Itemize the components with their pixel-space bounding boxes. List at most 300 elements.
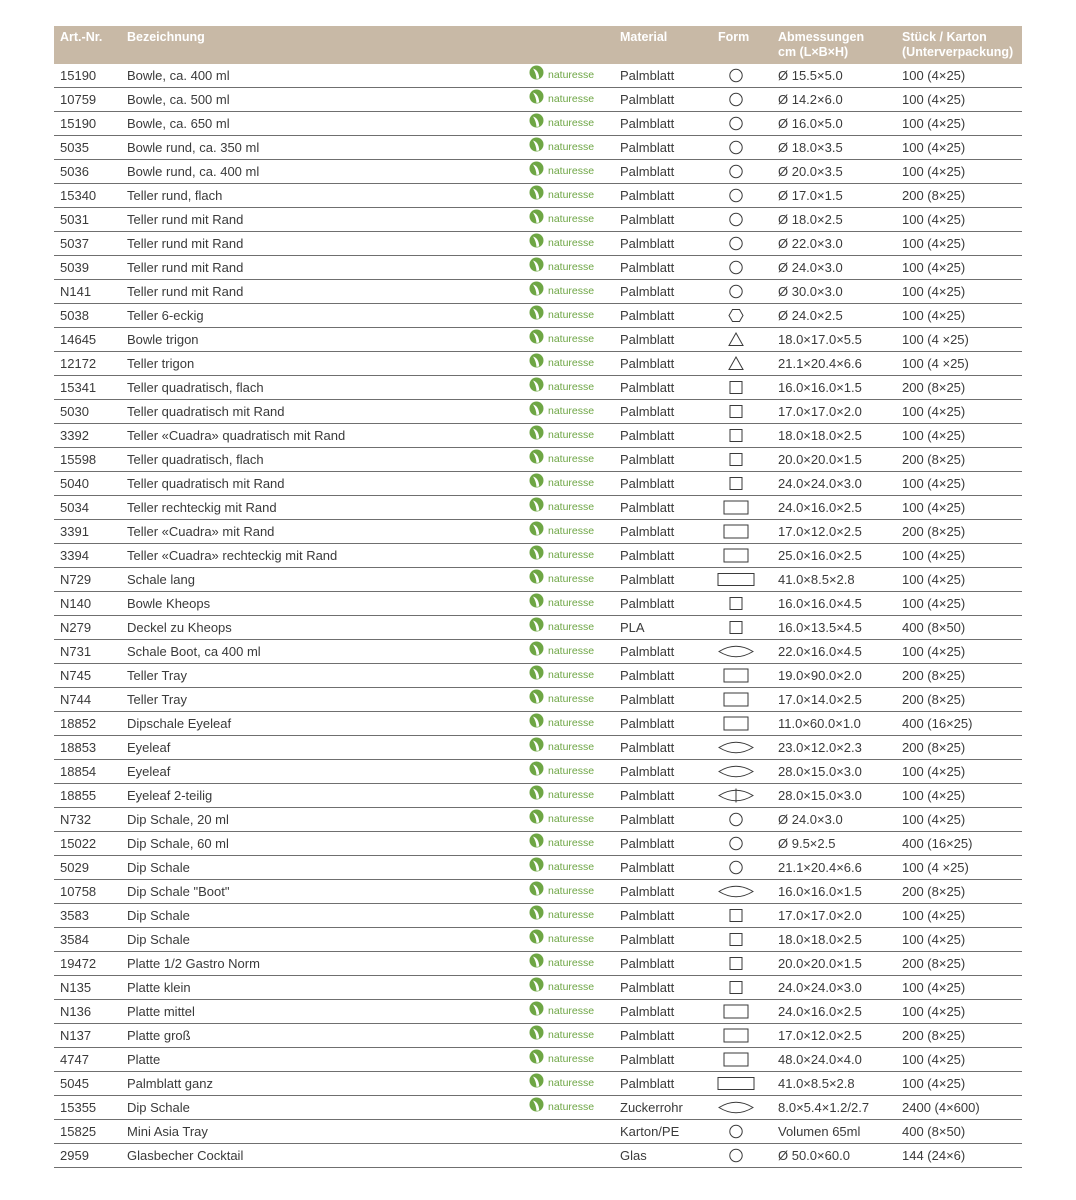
header-art-nr: Art.-Nr.: [60, 30, 103, 44]
bezeichnung: Eyeleaf 2-teilig: [127, 788, 213, 803]
brand-label: naturesse: [548, 141, 595, 153]
brand-label: naturesse: [548, 693, 595, 705]
bezeichnung: Dip Schale, 60 ml: [127, 836, 229, 851]
stueck-karton: 100 (4×25): [902, 572, 966, 587]
art-nr: 3392: [60, 428, 89, 443]
abmessungen: Ø 22.0×3.0: [778, 236, 843, 251]
brand-label: naturesse: [548, 861, 595, 873]
material: Palmblatt: [620, 812, 675, 827]
brand-label: naturesse: [548, 525, 595, 537]
art-nr: 5030: [60, 404, 89, 419]
circle-shape-icon: [716, 136, 756, 159]
material: Palmblatt: [620, 284, 675, 299]
brand-label: naturesse: [548, 165, 595, 177]
naturesse-badge: [529, 980, 594, 995]
abmessungen: Ø 50.0×60.0: [778, 1148, 850, 1163]
art-nr: 18854: [60, 764, 97, 779]
header-form: Form: [718, 30, 750, 44]
brand-label: naturesse: [548, 669, 595, 681]
abmessungen: 18.0×18.0×2.5: [778, 428, 862, 443]
material: Palmblatt: [620, 548, 675, 563]
table-row: [54, 568, 1022, 592]
art-nr: 3391: [60, 524, 89, 539]
material: Palmblatt: [620, 476, 675, 491]
stueck-karton: 100 (4×25): [902, 404, 966, 419]
leaf-icon: [529, 1072, 544, 1095]
naturesse-badge: [529, 380, 594, 395]
art-nr: 15190: [60, 116, 97, 131]
material: Palmblatt: [620, 644, 675, 659]
leaf-icon: [529, 976, 544, 999]
art-nr: 5034: [60, 500, 89, 515]
abmessungen: 16.0×16.0×1.5: [778, 884, 862, 899]
naturesse-badge: [529, 476, 594, 491]
abmessungen: 23.0×12.0×2.3: [778, 740, 862, 755]
naturesse-badge: [529, 116, 594, 131]
brand-label: naturesse: [548, 981, 595, 993]
bezeichnung: Mini Asia Tray: [127, 1124, 208, 1139]
naturesse-badge: [529, 740, 594, 755]
leaf-icon: [529, 616, 544, 639]
table-row: [54, 976, 1022, 1000]
triangle-shape-icon: [716, 328, 756, 351]
bezeichnung: Teller Tray: [127, 668, 187, 683]
material: Palmblatt: [620, 692, 675, 707]
leaf-icon: [529, 904, 544, 927]
brand-label: naturesse: [548, 597, 595, 609]
square-shape-icon: [716, 928, 756, 951]
art-nr: N141: [60, 284, 92, 299]
art-nr: N745: [60, 668, 92, 683]
naturesse-badge: [529, 716, 594, 731]
abmessungen: 24.0×24.0×3.0: [778, 476, 862, 491]
naturesse-badge: [529, 644, 594, 659]
square-shape-icon: [716, 616, 756, 639]
naturesse-badge: [529, 1028, 594, 1043]
brand-label: naturesse: [548, 429, 595, 441]
table-row: [54, 520, 1022, 544]
material: Palmblatt: [620, 68, 675, 83]
leaf-icon: [529, 472, 544, 495]
stueck-karton: 100 (4×25): [902, 284, 966, 299]
art-nr: 5039: [60, 260, 89, 275]
square-shape-icon: [716, 952, 756, 975]
abmessungen: 17.0×17.0×2.0: [778, 908, 862, 923]
stueck-karton: 100 (4×25): [902, 764, 966, 779]
stueck-karton: 100 (4×25): [902, 308, 966, 323]
circle-shape-icon: [716, 1144, 756, 1167]
rect-shape-icon: [716, 712, 756, 735]
abmessungen: 24.0×16.0×2.5: [778, 1004, 862, 1019]
stueck-karton: 100 (4×25): [902, 140, 966, 155]
bezeichnung: Platte 1/2 Gastro Norm: [127, 956, 260, 971]
naturesse-badge: [529, 68, 594, 83]
brand-label: naturesse: [548, 1005, 595, 1017]
brand-label: naturesse: [548, 885, 595, 897]
table-row: [54, 472, 1022, 496]
stueck-karton: 100 (4×25): [902, 500, 966, 515]
leaf-icon: [529, 208, 544, 231]
bezeichnung: Teller rechteckig mit Rand: [127, 500, 277, 515]
brand-label: naturesse: [548, 357, 595, 369]
material: Palmblatt: [620, 860, 675, 875]
leaf-icon: [529, 928, 544, 951]
material: Palmblatt: [620, 308, 675, 323]
material: Palmblatt: [620, 452, 675, 467]
brand-label: naturesse: [548, 405, 595, 417]
material: Palmblatt: [620, 596, 675, 611]
abmessungen: 28.0×15.0×3.0: [778, 788, 862, 803]
bezeichnung: Bowle Kheops: [127, 596, 211, 611]
stueck-karton: 200 (8×25): [902, 1028, 966, 1043]
table-row: [54, 256, 1022, 280]
bezeichnung: Teller «Cuadra» rechteckig mit Rand: [127, 548, 338, 563]
bezeichnung: Platte mittel: [127, 1004, 195, 1019]
table-row: [54, 496, 1022, 520]
material: Palmblatt: [620, 788, 675, 803]
art-nr: N140: [60, 596, 92, 611]
stueck-karton: 144 (24×6): [902, 1148, 966, 1163]
bezeichnung: Glasbecher Cocktail: [127, 1148, 244, 1163]
stueck-karton: 100 (4×25): [902, 908, 966, 923]
circle-shape-icon: [716, 184, 756, 207]
leaf-icon: [529, 424, 544, 447]
art-nr: 18853: [60, 740, 97, 755]
brand-label: naturesse: [548, 237, 595, 249]
leaf-icon: [529, 880, 544, 903]
bezeichnung: Dipschale Eyeleaf: [127, 716, 232, 731]
material: Palmblatt: [620, 932, 675, 947]
abmessungen: 18.0×17.0×5.5: [778, 332, 862, 347]
bezeichnung: Eyeleaf: [127, 764, 171, 779]
naturesse-badge: [529, 1052, 594, 1067]
leaf-icon: [529, 712, 544, 735]
brand-label: naturesse: [548, 213, 595, 225]
table-row: [54, 856, 1022, 880]
naturesse-badge: [529, 308, 594, 323]
stueck-karton: 400 (16×25): [902, 716, 973, 731]
abmessungen: Ø 14.2×6.0: [778, 92, 843, 107]
stueck-karton: 100 (4×25): [902, 548, 966, 563]
bezeichnung: Teller «Cuadra» mit Rand: [127, 524, 275, 539]
table-row: [54, 664, 1022, 688]
leaf-shape-icon: [716, 880, 756, 903]
brand-label: naturesse: [548, 381, 595, 393]
material: Palmblatt: [620, 716, 675, 731]
bezeichnung: Bowle, ca. 400 ml: [127, 68, 230, 83]
brand-label: naturesse: [548, 1053, 595, 1065]
material: Palmblatt: [620, 1028, 675, 1043]
material: Palmblatt: [620, 404, 675, 419]
art-nr: 5040: [60, 476, 89, 491]
bezeichnung: Bowle trigon: [127, 332, 199, 347]
material: Glas: [620, 1148, 647, 1163]
circle-shape-icon: [716, 64, 756, 87]
table-row: [54, 352, 1022, 376]
header-abmessungen-line1: Abmessungen: [778, 30, 865, 44]
abmessungen: Ø 20.0×3.5: [778, 164, 843, 179]
leaf-icon: [529, 520, 544, 543]
table-row: [54, 1072, 1022, 1096]
material: Palmblatt: [620, 836, 675, 851]
table-row: [54, 184, 1022, 208]
bezeichnung: Platte klein: [127, 980, 191, 995]
material: Palmblatt: [620, 332, 675, 347]
leaf-split-shape-icon: [716, 784, 756, 807]
naturesse-badge: [529, 932, 594, 947]
table-row: [54, 232, 1022, 256]
bezeichnung: Teller quadratisch, flach: [127, 452, 264, 467]
brand-label: naturesse: [548, 909, 595, 921]
art-nr: 12172: [60, 356, 97, 371]
stueck-karton: 100 (4×25): [902, 1004, 966, 1019]
leaf-icon: [529, 304, 544, 327]
table-row: [54, 616, 1022, 640]
abmessungen: 41.0×8.5×2.8: [778, 1076, 855, 1091]
abmessungen: Ø 24.0×2.5: [778, 308, 843, 323]
leaf-icon: [529, 184, 544, 207]
brand-label: naturesse: [548, 477, 595, 489]
stueck-karton: 100 (4×25): [902, 1052, 966, 1067]
naturesse-badge: [529, 212, 594, 227]
bezeichnung: Teller «Cuadra» quadratisch mit Rand: [127, 428, 346, 443]
stueck-karton: 200 (8×25): [902, 884, 966, 899]
square-shape-icon: [716, 904, 756, 927]
material: Palmblatt: [620, 356, 675, 371]
leaf-icon: [529, 400, 544, 423]
leaf-icon: [529, 352, 544, 375]
square-shape-icon: [716, 472, 756, 495]
table-row: [54, 448, 1022, 472]
brand-label: naturesse: [548, 285, 595, 297]
stueck-karton: 200 (8×25): [902, 956, 966, 971]
stueck-karton: 200 (8×25): [902, 668, 966, 683]
leaf-icon: [529, 376, 544, 399]
art-nr: 15341: [60, 380, 97, 395]
leaf-icon: [529, 328, 544, 351]
header-abmessungen-line2: cm (L×B×H): [778, 45, 849, 59]
header-stueck-line1: Stück / Karton: [902, 30, 987, 44]
table-row: [54, 136, 1022, 160]
abmessungen: Ø 18.0×2.5: [778, 212, 843, 227]
rect-shape-icon: [716, 1024, 756, 1047]
brand-label: naturesse: [548, 957, 595, 969]
stueck-karton: 100 (4×25): [902, 596, 966, 611]
brand-label: naturesse: [548, 645, 595, 657]
square-shape-icon: [716, 976, 756, 999]
leaf-shape-icon: [716, 1096, 756, 1119]
art-nr: 5029: [60, 860, 89, 875]
brand-label: naturesse: [548, 261, 595, 273]
stueck-karton: 100 (4×25): [902, 68, 966, 83]
naturesse-badge: [529, 1004, 594, 1019]
art-nr: N135: [60, 980, 92, 995]
stueck-karton: 200 (8×25): [902, 452, 966, 467]
stueck-karton: 200 (8×25): [902, 380, 966, 395]
table-row: [54, 1120, 1022, 1144]
stueck-karton: 200 (8×25): [902, 524, 966, 539]
table-body: [54, 64, 1022, 1168]
art-nr: 5037: [60, 236, 89, 251]
abmessungen: 17.0×12.0×2.5: [778, 1028, 862, 1043]
leaf-icon: [529, 64, 544, 87]
material: Zuckerrohr: [620, 1100, 683, 1115]
abmessungen: Ø 16.0×5.0: [778, 116, 843, 131]
naturesse-badge: [529, 620, 594, 635]
material: Palmblatt: [620, 236, 675, 251]
rect-shape-icon: [716, 1000, 756, 1023]
art-nr: 2959: [60, 1148, 89, 1163]
leaf-icon: [529, 856, 544, 879]
table-row: [54, 904, 1022, 928]
abmessungen: Ø 15.5×5.0: [778, 68, 843, 83]
material: Palmblatt: [620, 572, 675, 587]
leaf-icon: [529, 784, 544, 807]
bezeichnung: Bowle rund, ca. 400 ml: [127, 164, 260, 179]
art-nr: 5035: [60, 140, 89, 155]
art-nr: N729: [60, 572, 92, 587]
art-nr: 10759: [60, 92, 97, 107]
art-nr: 15598: [60, 452, 97, 467]
stueck-karton: 100 (4×25): [902, 1076, 966, 1091]
art-nr: N744: [60, 692, 92, 707]
brand-label: naturesse: [548, 309, 595, 321]
product-table: [54, 26, 1022, 1168]
bezeichnung: Dip Schale "Boot": [127, 884, 230, 899]
material: Palmblatt: [620, 884, 675, 899]
brand-label: naturesse: [548, 621, 595, 633]
leaf-shape-icon: [716, 736, 756, 759]
art-nr: N137: [60, 1028, 92, 1043]
material: Palmblatt: [620, 1004, 675, 1019]
header-stueck-line2: (Unterverpackung): [902, 45, 1014, 59]
table-row: [54, 784, 1022, 808]
naturesse-badge: [529, 572, 594, 587]
material: Palmblatt: [620, 188, 675, 203]
leaf-icon: [529, 664, 544, 687]
stueck-karton: 100 (4×25): [902, 92, 966, 107]
bezeichnung: Dip Schale, 20 ml: [127, 812, 229, 827]
leaf-shape-icon: [716, 640, 756, 663]
stueck-karton: 100 (4×25): [902, 812, 966, 827]
header-stueck-karton: [902, 30, 1013, 60]
stueck-karton: 100 (4×25): [902, 980, 966, 995]
stueck-karton: 100 (4×25): [902, 644, 966, 659]
art-nr: 19472: [60, 956, 97, 971]
table-row: [54, 712, 1022, 736]
stueck-karton: 2400 (4×600): [902, 1100, 980, 1115]
naturesse-badge: [529, 836, 594, 851]
leaf-icon: [529, 688, 544, 711]
table-row: [54, 592, 1022, 616]
abmessungen: Ø 24.0×3.0: [778, 260, 843, 275]
material: Palmblatt: [620, 428, 675, 443]
stueck-karton: 100 (4×25): [902, 476, 966, 491]
rect-shape-icon: [716, 688, 756, 711]
material: Palmblatt: [620, 740, 675, 755]
abmessungen: 16.0×16.0×1.5: [778, 380, 862, 395]
brand-label: naturesse: [548, 933, 595, 945]
material: Palmblatt: [620, 764, 675, 779]
stueck-karton: 400 (8×50): [902, 620, 966, 635]
naturesse-badge: [529, 92, 594, 107]
art-nr: 18855: [60, 788, 97, 803]
abmessungen: Volumen 65ml: [778, 1124, 861, 1139]
art-nr: 10758: [60, 884, 97, 899]
table-row: [54, 688, 1022, 712]
table-row: [54, 424, 1022, 448]
abmessungen: 17.0×14.0×2.5: [778, 692, 862, 707]
abmessungen: Ø 30.0×3.0: [778, 284, 843, 299]
bezeichnung: Teller trigon: [127, 356, 195, 371]
naturesse-badge: [529, 668, 594, 683]
art-nr: 5038: [60, 308, 89, 323]
naturesse-badge: [529, 236, 594, 251]
naturesse-badge: [529, 188, 594, 203]
art-nr: N279: [60, 620, 92, 635]
table-row: [54, 1096, 1022, 1120]
bezeichnung: Bowle, ca. 500 ml: [127, 92, 230, 107]
material: Palmblatt: [620, 524, 675, 539]
leaf-icon: [529, 568, 544, 591]
stueck-karton: 400 (16×25): [902, 836, 973, 851]
brand-label: naturesse: [548, 717, 595, 729]
table-row: [54, 208, 1022, 232]
abmessungen: 19.0×90.0×2.0: [778, 668, 862, 683]
material: PLA: [620, 620, 645, 635]
material: Palmblatt: [620, 140, 675, 155]
brand-label: naturesse: [548, 69, 595, 81]
material: Palmblatt: [620, 116, 675, 131]
hexagon-shape-icon: [716, 304, 756, 327]
material: Palmblatt: [620, 1076, 675, 1091]
table-row: [54, 160, 1022, 184]
brand-label: naturesse: [548, 333, 595, 345]
material: Palmblatt: [620, 956, 675, 971]
table-row: [54, 64, 1022, 88]
bezeichnung: Eyeleaf: [127, 740, 171, 755]
material: Palmblatt: [620, 380, 675, 395]
naturesse-badge: [529, 860, 594, 875]
table-row: [54, 760, 1022, 784]
naturesse-badge: [529, 404, 594, 419]
naturesse-badge: [529, 1076, 594, 1091]
abmessungen: 17.0×12.0×2.5: [778, 524, 862, 539]
bezeichnung: Schale lang: [127, 572, 195, 587]
abmessungen: 48.0×24.0×4.0: [778, 1052, 862, 1067]
naturesse-badge: [529, 356, 594, 371]
brand-label: naturesse: [548, 573, 595, 585]
material: Palmblatt: [620, 500, 675, 515]
leaf-icon: [529, 544, 544, 567]
table-row: [54, 328, 1022, 352]
circle-shape-icon: [716, 280, 756, 303]
art-nr: 15355: [60, 1100, 97, 1115]
table-row: [54, 832, 1022, 856]
rect-shape-icon: [716, 1048, 756, 1071]
material: Palmblatt: [620, 908, 675, 923]
rect-shape-icon: [716, 664, 756, 687]
naturesse-badge: [529, 764, 594, 779]
leaf-icon: [529, 136, 544, 159]
leaf-icon: [529, 808, 544, 831]
bezeichnung: Teller rund mit Rand: [127, 260, 244, 275]
naturesse-badge: [529, 164, 594, 179]
material: Palmblatt: [620, 164, 675, 179]
leaf-icon: [529, 832, 544, 855]
table-header: [54, 26, 1022, 64]
bezeichnung: Teller quadratisch mit Rand: [127, 404, 285, 419]
